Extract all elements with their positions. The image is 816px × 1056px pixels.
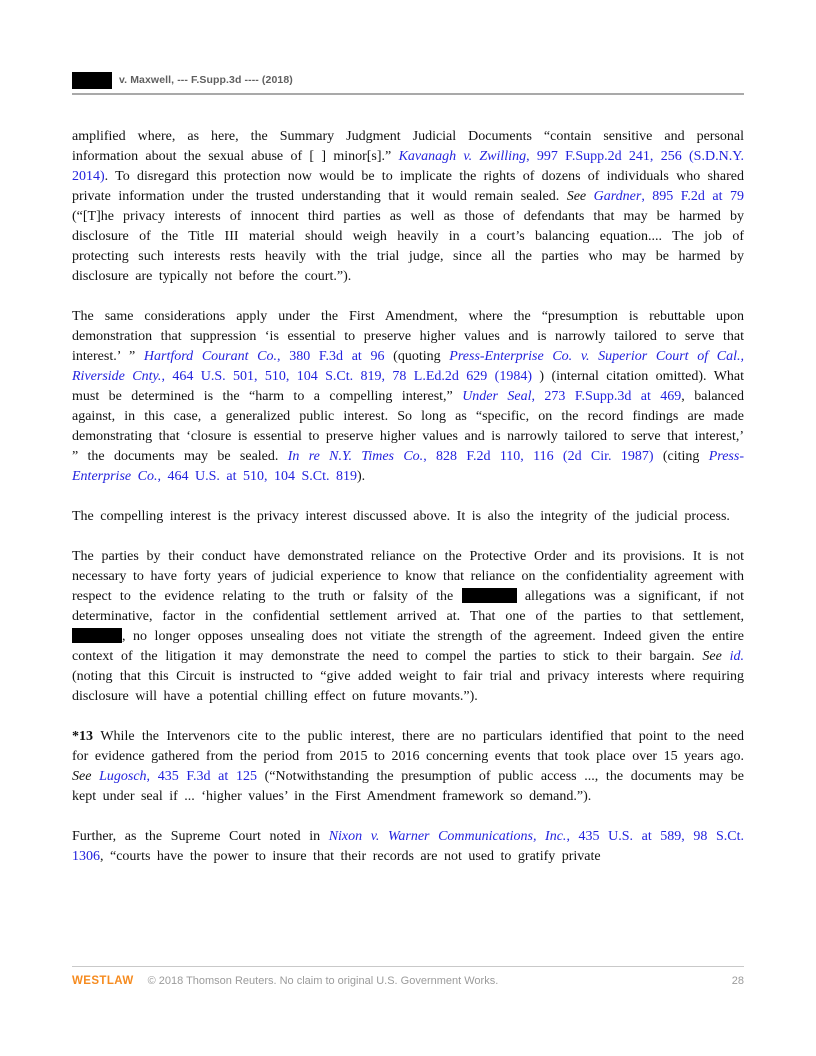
westlaw-logo: WESTLAW	[72, 975, 134, 987]
citation-link[interactable]: In re N.Y. Times Co.	[287, 449, 424, 464]
text-run: (noting that this Circuit is instructed to “give added weight to fair trial and privacy interests where requiring disclosure will have a potential chilling effect on future movants.”).	[72, 669, 744, 704]
text-run: . To disregard this protection now would be to implicate the rights of dozens of individuals who shared private information under the trusted understanding that it would remain sealed.	[72, 169, 744, 204]
citation-link[interactable]: Press-Enterprise Co. v. Superior Court of Cal., Riverside Cnty.	[72, 349, 744, 384]
text-run: Further, as the Supreme Court noted in	[72, 829, 329, 844]
copyright-notice: © 2018 Thomson Reuters. No claim to original U.S. Government Works.	[147, 975, 499, 987]
footer-divider	[72, 966, 744, 967]
paragraph	[72, 127, 744, 287]
citation-link[interactable]: Lugosch	[99, 769, 147, 784]
text-run: amplified where, as here, the Summary Judgment Judicial Documents “contain sensitive and personal information about the sexual abuse of [ ] minor[s].”	[72, 129, 744, 164]
text-run: The parties by their conduct have demonstrated reliance on the Protective Order and its provisions. It is not necessary to have forty years of judicial experience to know that reliance on the confidentiality agreement with respect to the evidence relating to the truth or falsity of the	[72, 549, 744, 604]
text-run: (quoting	[384, 349, 450, 364]
citation-link[interactable]: id.	[729, 649, 744, 664]
paragraph	[72, 547, 744, 707]
text-run: The compelling interest is the privacy interest discussed above. It is also the integrity of the judicial process.	[72, 509, 730, 524]
text-run: , “courts have the power to insure that their records are not used to gratify private	[100, 849, 601, 864]
text-run: ).	[356, 469, 366, 484]
text-run: (“[T]he privacy interests of innocent third parties as well as those of defendants that may be harmed by disclosure of the Title III material should weigh heavily in a court’s balancing equation.... The job of protecting such interests rests heavily with the trial judge, since all the parties who may be harmed by disclosure are typically not before the court.”).	[72, 209, 744, 284]
header-row	[72, 71, 744, 89]
citation-link[interactable]: , 997 F.Supp.2d 241, 256 (S.D.N.Y. 2014)	[72, 149, 744, 184]
citation-link[interactable]: , 435 U.S. at 589, 98 S.Ct. 1306	[72, 829, 744, 864]
page-header	[72, 71, 744, 95]
redaction-box	[72, 72, 112, 89]
citation-link[interactable]: , 895 F.2d at 79	[641, 189, 744, 204]
citation-link[interactable]: , 828 F.2d 110, 116 (2d Cir. 1987)	[423, 449, 654, 464]
citation-link[interactable]: Nixon v. Warner Communications, Inc.	[328, 829, 567, 844]
page-footer	[72, 966, 744, 987]
citation-link[interactable]: Under Seal	[462, 389, 532, 404]
text-run: See	[702, 649, 730, 664]
text-run: (citing	[653, 449, 709, 464]
citation-link[interactable]: , 464 U.S. 501, 510, 104 S.Ct. 819, 78 L.Ed.2d 629 (1984)	[161, 369, 533, 384]
citation-link[interactable]: Press-Enterprise Co.	[72, 449, 744, 484]
citation-link[interactable]: , 435 F.3d at 125	[146, 769, 257, 784]
header-divider	[72, 93, 744, 95]
paragraph	[72, 727, 744, 807]
citation-link[interactable]: , 273 F.Supp.3d at 469	[531, 389, 682, 404]
text-run: , no longer opposes unsealing does not vitiate the strength of the agreement. Indeed given the entire context of the litigation it may demonstrate the need to compel the parties to stick to their bargain.	[72, 629, 744, 664]
paragraph	[72, 307, 744, 487]
citation-link[interactable]: , 464 U.S. at 510, 104 S.Ct. 819	[157, 469, 357, 484]
citation-link[interactable]: Hartford Courant Co.	[143, 349, 278, 364]
paragraph	[72, 827, 744, 867]
text-run: While the Intervenors cite to the public interest, there are no particulars identified that point to the need for evidence gathered from the period from 2015 to 2016 concerning events that took place over 15 years ago.	[72, 729, 744, 764]
text-run: (“Notwithstanding the presumption of public access ..., the documents may be kept under seal if ... ‘higher values’ in the First Amendment framework so demand.”).	[72, 769, 744, 804]
citation-link[interactable]: Gardner	[593, 189, 642, 204]
text-run: The same considerations apply under the First Amendment, where the “presumption is rebuttable upon demonstration that suppression ‘is essential to preserve higher values and is narrowly tailored to serve that interest.’ ”	[72, 309, 744, 364]
paragraph	[72, 507, 744, 527]
page-number: 28	[731, 975, 744, 987]
text-run: See	[72, 769, 100, 784]
case-title: v. Maxwell, --- F.Supp.3d ---- (2018)	[119, 74, 293, 86]
footer-row	[72, 975, 744, 987]
redaction-box	[72, 628, 122, 643]
text-run: See	[566, 189, 594, 204]
document-body	[72, 127, 744, 867]
citation-link[interactable]: , 380 F.3d at 96	[277, 349, 385, 364]
text-run: , balanced against, in this case, a generalized public interest. So long as “specific, on the record findings are made demonstrating that ‘closure is essential to preserve higher values and is narrowly tailored to serve that interest,’ ” the documents may be sealed.	[72, 389, 744, 464]
text-run: ) (internal citation omitted). What must be determined is the “harm to a compelling interest,”	[72, 369, 745, 404]
citation-link[interactable]: Kavanagh v. Zwilling	[398, 149, 527, 164]
redaction-box	[462, 588, 517, 603]
text-run: *13	[72, 729, 101, 744]
text-run: allegations was a significant, if not determinative, factor in the confidential settlement arrived at. That one of the parties to that settlement,	[72, 589, 744, 624]
